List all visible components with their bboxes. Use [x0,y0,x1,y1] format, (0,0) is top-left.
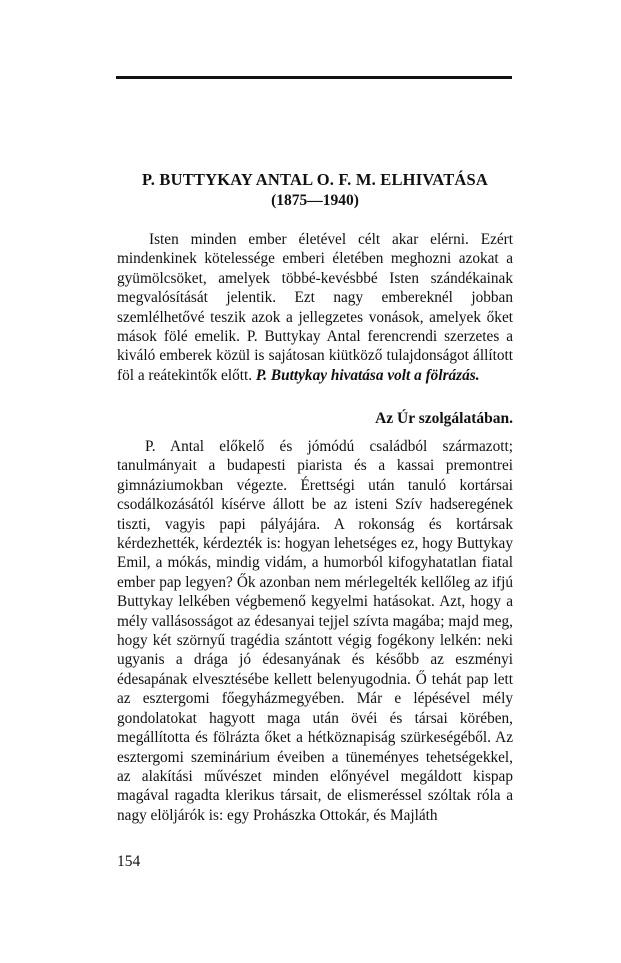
page-subtitle: (1875—1940) [271,192,359,209]
intro-closing-sentence: P. Buttykay hivatása volt a fölrázás. [255,366,480,384]
section-heading: Az Úr szolgálatában. [375,410,513,427]
top-rule [116,76,512,79]
intro-text: Isten minden ember életével célt akar elérni. Ezért mindenkinek kötelessége emberi életében meghozni azokat a gyümölcsöket, amelyek többé-kevésbbé Isten szándékainak megvalósítását jelentik. Ezt nagy embereknél jobban szemlélhetővé teszik azok a jellegzetes vonások, amelyek őket mások fölé emelik. P. Buttykay Antal ferencrendi szerzetes a kiváló emberek közül is sajátosan kiütköző tulajdonságot állított föl a reátekintők előtt. [117,231,513,384]
page-number: 154 [117,853,141,870]
page-title: P. BUTTYKAY ANTAL O. F. M. ELHIVATÁSA [141,170,489,189]
intro-paragraph [117,230,513,385]
main-paragraph: P. Antal előkelő és jómódú családból származott; tanulmányait a budapesti piarista és a kassai premontrei gimnáziumokban végezte. Érettségi után tanuló kortársai csodálkozásától kísérve állott be az isteni Szív hadseregének tiszti, vagyis papi pályájára. A rokonság és kortársak kérdezhették, kérdezték is: hogyan lehetséges ez, hogy Buttykay Emil, a mókás, mindig vidám, a humorból kifogyhatatlan fiatal ember pap legyen? Ők azonban nem mérlegelték kellőleg az ifjú Buttykay lelkében végbemenő kegyelmi hatásokat. Azt, hogy a mély vallásosságot az édesanyai tejjel szívta magába; majd meg, hogy két szörnyű tragédia szántott végig fogékony lelkén: neki ugyanis a drága jó édesanyának és később az eszményi édesapának elvesztésébe kellett belenyugodnia. Ő tehát pap lett az esztergomi főegyházmegyében. Már e lépésével mély gondolatokat hagyott maga után övéi és társai körében, megállította és fölrázta őket a hétköznapiság szürkeségéből. Az esztergomi szeminárium éveiben a tüneményes tehetségekkel, az alakítási művészet minden előnyével megáldott kispap magával ragadta klerikus társait, de elismeréssel szóltak róla a nagy elöljárók is: egy Prohászka Ottokár, és Majláth [117,438,513,824]
